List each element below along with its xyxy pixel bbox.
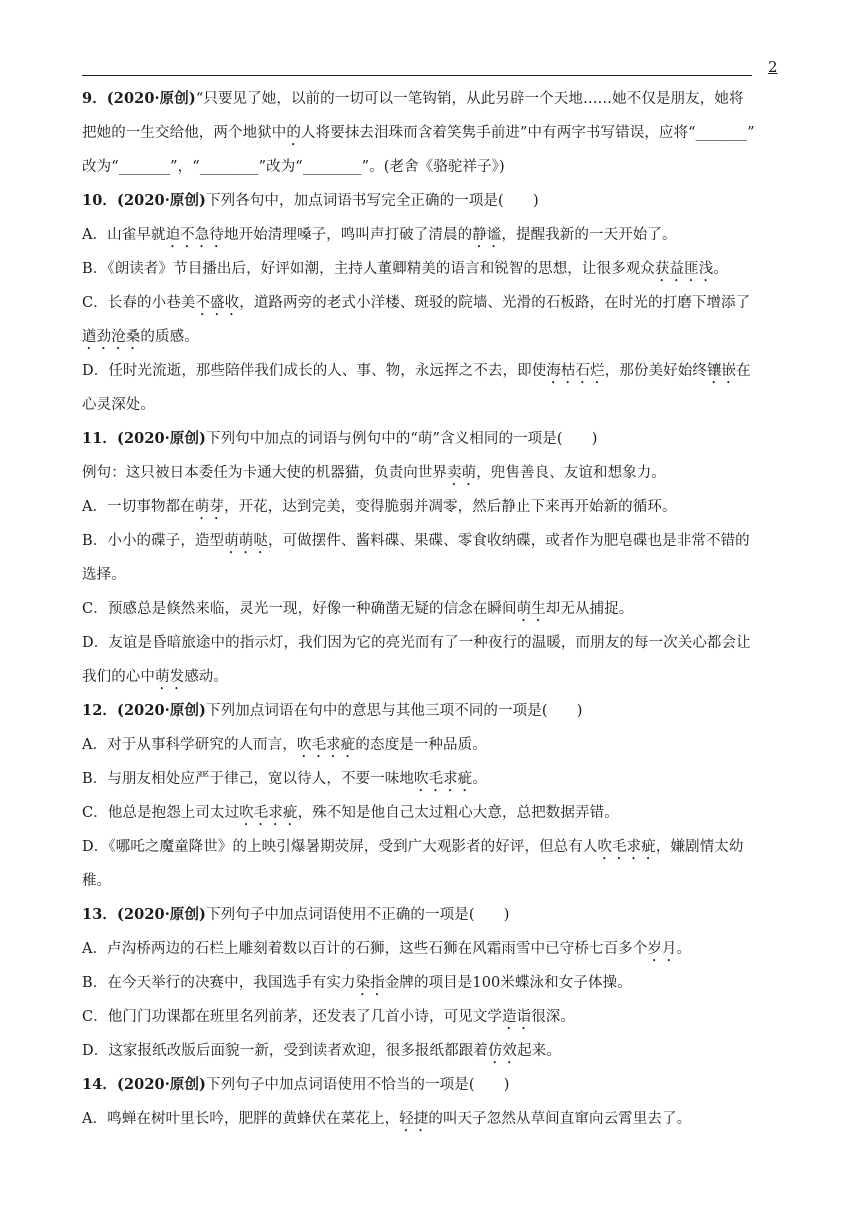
q13-question: 下列句子中加点词语使用不正确的一项是( ) <box>206 907 510 923</box>
dotted-word: 萌芽 <box>194 499 224 515</box>
q9-dotted-char: 的 <box>286 125 302 141</box>
option-text: ，那份美好始终 <box>604 363 707 379</box>
q11-option-b-cont <box>82 558 782 592</box>
q12-option-c <box>82 796 782 830</box>
q9-text: 人将要抹去泪珠而含着笑隽手前进”中有两字书写错误，应将“_______” <box>301 125 755 141</box>
q9-text: 把她的一生交给他，两个地狱中 <box>82 125 287 141</box>
q10-option-c <box>82 286 782 320</box>
option-text: 起来。 <box>517 1043 561 1059</box>
q14-option-a <box>82 1102 782 1136</box>
dotted-word: 萌萌哒 <box>224 533 268 549</box>
option-text: 的叫天子忽然从草间直窜向云霄里去了。 <box>428 1111 692 1127</box>
q11-question: 下列句中加点的词语与例句中的“萌”含义相同的一项是( ) <box>206 431 598 447</box>
option-text: 很深。 <box>531 1009 576 1025</box>
q9-text: “只要见了她，以前的一切可以一笔钩销，从此另辟一个天地……她不仅是朋友，她将 <box>195 91 744 107</box>
option-text: D．任时光流逝，那些陪伴我们成长的人、事、物，永远挥之不去，即使 <box>82 363 547 379</box>
option-text: C．长春的小巷美 <box>82 295 196 311</box>
q10-stem <box>82 184 782 218</box>
option-text: 。 <box>713 261 728 277</box>
q12-question: 下列加点词语在句中的意思与其他三项不同的一项是( ) <box>206 703 583 719</box>
dotted-word: 造诣 <box>502 1009 532 1025</box>
q10-number: 10． <box>82 192 117 209</box>
dotted-word: 岁月 <box>647 941 677 957</box>
option-text: A．鸣蝉在树叶里长吟，肥胖的黄蜂伏在菜花上， <box>82 1111 400 1127</box>
dotted-word: 不盛收 <box>195 295 240 311</box>
header-rule <box>82 75 752 76</box>
option-text: B．小小的碟子，造型 <box>82 533 225 549</box>
q10-option-c-cont <box>82 320 782 354</box>
q12-option-b <box>82 762 782 796</box>
q11-stem <box>82 422 782 456</box>
option-text: A．一切事物都在 <box>82 499 195 515</box>
q13-option-d <box>82 1034 782 1068</box>
q9-line-2 <box>82 116 782 150</box>
option-text: D．友谊是昏暗旅途中的指示灯，我们因为它的亮光而有了一种夜行的温暖，而朋友的每一次关心都会让 <box>82 635 751 651</box>
page-number: 2 <box>768 58 778 76</box>
option-text: 的质感。 <box>140 329 199 345</box>
q14-number: 14． <box>82 1076 117 1093</box>
q14-question: 下列句子中加点词语使用不恰当的一项是( ) <box>206 1077 510 1093</box>
dotted-word: 获益匪浅 <box>654 261 714 277</box>
q14-stem <box>82 1068 782 1102</box>
option-text: 地开始清理嗓子，鸣叫声打破了清晨的 <box>223 227 473 243</box>
q11-option-c <box>82 592 782 626</box>
option-text: C．他总是抱怨上司太过 <box>82 805 240 821</box>
option-text: A．山雀早就 <box>82 227 166 243</box>
option-text: D．这家报纸改版后面貌一新，受到读者欢迎，很多报纸都跟着 <box>82 1043 488 1059</box>
option-text: A．卢沟桥两边的石栏上雕刻着数以百计的石狮，这些石狮在风霜雨雪中已守桥七百多个 <box>82 941 648 957</box>
q13-source: (2020·原创) <box>116 906 207 923</box>
q13-option-a <box>82 932 782 966</box>
dotted-word: 仿效 <box>487 1043 518 1059</box>
q11-example <box>82 456 782 490</box>
option-text: B．《朗读者》节目播出后，好评如潮，主持人董卿精美的语言和锐智的思想，让很多观众 <box>82 261 655 277</box>
q11-option-a <box>82 490 782 524</box>
option-text: C．预感总是倏然来临，灵光一现，好像一种确凿无疑的信念在瞬间 <box>82 601 517 617</box>
example-text: ，兜售善良、友谊和想象力。 <box>476 465 667 481</box>
dotted-word: 静谧 <box>472 227 502 243</box>
q13-number: 13． <box>82 906 117 923</box>
q11-option-d-cont <box>82 660 782 694</box>
q12-option-d-cont <box>82 864 782 898</box>
q12-source: (2020·原创) <box>116 702 207 719</box>
q9-line-1 <box>82 82 782 116</box>
q10-question: 下列各句中，加点词语书写完全正确的一项是( ) <box>206 193 539 209</box>
option-text: 。 <box>676 941 692 957</box>
option-text: 我们的心中 <box>82 669 155 685</box>
option-text: ，嫌剧情太幼 <box>655 839 744 855</box>
option-text: 稚。 <box>82 873 112 889</box>
option-text: A．对于从事科学研究的人而言， <box>82 737 297 753</box>
q13-option-b <box>82 966 782 1000</box>
q11-number: 11． <box>82 430 117 447</box>
option-text: B．与朋友相处应严于律己，宽以待人，不要一味地 <box>82 771 414 787</box>
dotted-word: 遒劲沧桑 <box>82 329 141 345</box>
option-text: B．在今天举行的决赛中，我国选手有实力 <box>82 975 356 991</box>
dotted-word: 卖萌 <box>447 465 477 481</box>
option-text: 。 <box>472 771 487 787</box>
option-text: ，开花，达到完美，变得脆弱并凋零，然后静止下来再开始新的循环。 <box>223 499 677 515</box>
dotted-word: 轻捷 <box>399 1111 429 1127</box>
option-text: 在 <box>736 363 751 379</box>
q12-option-d <box>82 830 782 864</box>
q11-source: (2020·原创) <box>116 430 207 447</box>
option-text: 的态度是一种品质。 <box>355 737 487 753</box>
dotted-word: 萌生 <box>516 601 546 617</box>
q9-text: 改为“_______”，“________”改为“________”。(老舍《骆驼祥子》) <box>82 159 505 175</box>
q9-line-3 <box>82 150 782 184</box>
option-text: ，提醒我新的一天开始了。 <box>501 227 677 243</box>
q12-option-a <box>82 728 782 762</box>
option-text: 却无从捕捉。 <box>545 601 634 617</box>
q13-option-c <box>82 1000 782 1034</box>
q11-option-d <box>82 626 782 660</box>
dotted-word: 吹毛求疵 <box>597 839 656 855</box>
option-text: 选择。 <box>82 567 126 583</box>
option-text: D．《哪吒之魔童降世》的上映引爆暑期荧屏，受到广大观影者的好评，但总有人 <box>82 839 598 855</box>
q14-source: (2020·原创) <box>116 1076 207 1093</box>
dotted-word: 镶嵌 <box>706 363 737 379</box>
q12-number: 12． <box>82 702 117 719</box>
q9-source: (2020·原创) <box>106 90 196 107</box>
dotted-word: 迫不急待 <box>165 227 224 243</box>
dotted-word: 海枯石烂 <box>546 363 605 379</box>
dotted-word: 吹毛求疵 <box>239 805 298 821</box>
example-text: 例句：这只被日本委任为卡通大使的机器猫，负责向世界 <box>82 465 447 481</box>
q10-source: (2020·原创) <box>116 192 207 209</box>
q10-option-d-cont <box>82 388 782 422</box>
option-text: 心灵深处。 <box>82 397 155 413</box>
q10-option-b <box>82 252 782 286</box>
document-body <box>82 82 782 1136</box>
option-text: 金牌的项目是100米蝶泳和女子体操。 <box>384 975 632 991</box>
dotted-word: 吹毛求疵 <box>296 737 356 753</box>
dotted-word: 吹毛求疵 <box>413 771 473 787</box>
dotted-word: 萌发 <box>155 669 185 685</box>
q9-number: 9． <box>82 90 107 107</box>
q13-stem <box>82 898 782 932</box>
option-text: ，道路两旁的老式小洋楼、斑驳的院墙、光滑的石板路，在时光的打磨下增添了 <box>239 295 751 311</box>
q10-option-a <box>82 218 782 252</box>
option-text: C．他门门功课都在班里名列前茅，还发表了几首小诗，可见文学 <box>82 1009 502 1025</box>
option-text: ，可做摆件、酱料碟、果碟、零食收纳碟，或者作为肥皂碟也是非常不错的 <box>267 533 750 549</box>
q12-stem <box>82 694 782 728</box>
q10-option-d <box>82 354 782 388</box>
q11-option-b <box>82 524 782 558</box>
option-text: 感动。 <box>184 669 229 685</box>
dotted-word: 染指 <box>355 975 385 991</box>
option-text: ，殊不知是他自己太过粗心大意，总把数据弄错。 <box>297 805 619 821</box>
